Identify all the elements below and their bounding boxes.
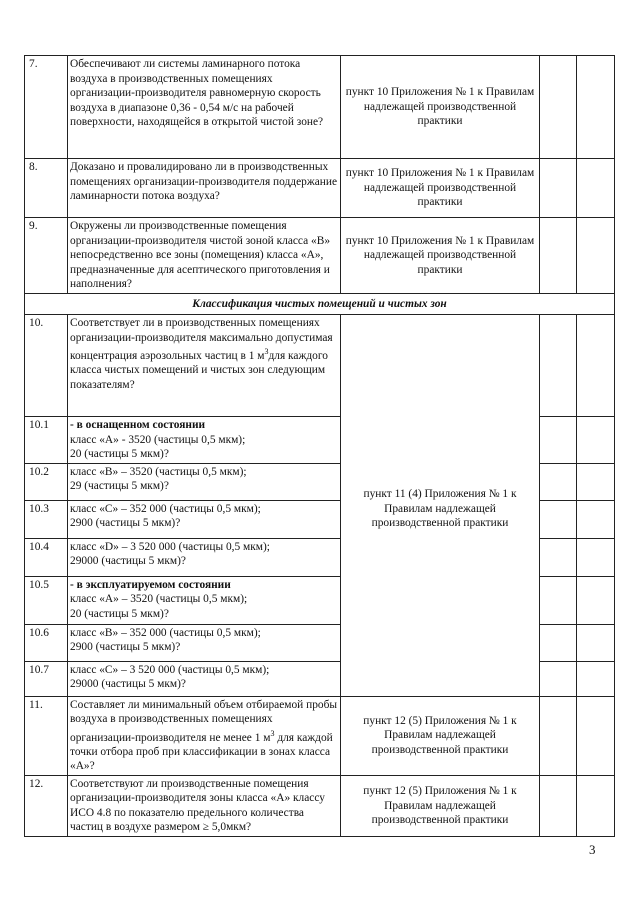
page-number: 3 xyxy=(589,842,596,857)
row-number: 10.1 xyxy=(25,417,68,464)
question-text: класс «С» – 352 000 (частицы 0,5 мкм); 2900 (частицы 5 мкм)? xyxy=(68,500,341,538)
answer-cell[interactable] xyxy=(540,463,577,500)
legal-reference: пункт 11 (4) Приложения № 1 к Правилам надлежащей производственной практики xyxy=(341,315,540,697)
answer-cell[interactable] xyxy=(540,56,577,159)
answer-cell[interactable] xyxy=(540,218,577,294)
answer-cell[interactable] xyxy=(540,159,577,218)
note-cell[interactable] xyxy=(577,159,615,218)
question-text: - в оснащенном состоянии класс «А» - 3520 (частицы 0,5 мкм); 20 (частицы 5 мкм)? xyxy=(68,417,341,464)
section-row xyxy=(25,293,615,315)
answer-cell[interactable] xyxy=(540,315,577,417)
answer-cell[interactable] xyxy=(540,661,577,696)
row-number: 10.5 xyxy=(25,576,68,624)
answer-cell[interactable] xyxy=(540,696,577,775)
row-number: 10.3 xyxy=(25,500,68,538)
table-row xyxy=(25,775,615,836)
row-number: 10. xyxy=(25,315,68,417)
question-text: Соответствуют ли производственные помещения организации-производителя зоны класса «А» классу ИСО 4.8 по показателю предельного количества частиц в воздухе размером ≥ 5,0мкм? xyxy=(68,775,341,836)
question-text: класс «В» – 352 000 (частицы 0,5 мкм); 2900 (частицы 5 мкм)? xyxy=(68,624,341,661)
row-number: 10.2 xyxy=(25,463,68,500)
question-text: Обеспечивают ли системы ламинарного потока воздуха в производственных помещениях организации-производителя равномерную скорость воздуха в диапазоне 0,36 - 0,54 м/с на рабочей поверхности, находящейся в открытой чистой зоне? xyxy=(68,56,341,159)
answer-cell[interactable] xyxy=(540,538,577,576)
note-cell[interactable] xyxy=(577,500,615,538)
table-row xyxy=(25,218,615,294)
answer-cell[interactable] xyxy=(540,775,577,836)
legal-reference: пункт 10 Приложения № 1 к Правилам надлежащей производственной практики xyxy=(341,56,540,159)
note-cell[interactable] xyxy=(577,56,615,159)
note-cell[interactable] xyxy=(577,576,615,624)
answer-cell[interactable] xyxy=(540,576,577,624)
legal-reference: пункт 10 Приложения № 1 к Правилам надлежащей производственной практики xyxy=(341,218,540,294)
answer-cell[interactable] xyxy=(540,417,577,464)
legal-reference: пункт 12 (5) Приложения № 1 к Правилам надлежащей производственной практики xyxy=(341,696,540,775)
table-row xyxy=(25,159,615,218)
table-row xyxy=(25,696,615,775)
question-text: Соответствует ли в производственных помещениях организации-производителя максимально допустимая концентрация аэрозольных частиц в 1 $м^3для$ каждого класса чистых помещений и чистых зон следующим показателям? xyxy=(68,315,341,417)
row-number: 12. xyxy=(25,775,68,836)
row-number: 10.6 xyxy=(25,624,68,661)
row-number: 10.4 xyxy=(25,538,68,576)
legal-reference: пункт 12 (5) Приложения № 1 к Правилам надлежащей производственной практики xyxy=(341,775,540,836)
question-text: Доказано и провалидировано ли в производственных помещениях организации-производителя поддержание ламинарности потока воздуха? xyxy=(68,159,341,218)
note-cell[interactable] xyxy=(577,775,615,836)
question-text: Окружены ли производственные помещения организации-производителя чистой зоной класса «В» непосредственно все зоны (помещения) класса «А», предназначенные для асептического приготовления и наполнения? xyxy=(68,218,341,294)
answer-cell[interactable] xyxy=(540,500,577,538)
note-cell[interactable] xyxy=(577,417,615,464)
row-number: 7. xyxy=(25,56,68,159)
row-number: 8. xyxy=(25,159,68,218)
note-cell[interactable] xyxy=(577,624,615,661)
table-row xyxy=(25,56,615,159)
note-cell[interactable] xyxy=(577,315,615,417)
question-text: - в эксплуатируемом состоянии класс «А» – 3520 (частицы 0,5 мкм); 20 (частицы 5 мкм)? xyxy=(68,576,341,624)
question-text: класс «D» – 3 520 000 (частицы 0,5 мкм); 29000 (частицы 5 мкм)? xyxy=(68,538,341,576)
section-title: Классификация чистых помещений и чистых зон xyxy=(25,293,615,315)
note-cell[interactable] xyxy=(577,661,615,696)
note-cell[interactable] xyxy=(577,463,615,500)
table-row xyxy=(25,315,615,417)
note-cell[interactable] xyxy=(577,218,615,294)
row-number: 9. xyxy=(25,218,68,294)
question-text: Составляет ли минимальный объем отбираемой пробы воздуха в производственных помещениях организации-производителя не менее 1 $м^3$ для каждой точки отбора проб при классификации в зонах класса «А»? xyxy=(68,696,341,775)
note-cell[interactable] xyxy=(577,696,615,775)
note-cell[interactable] xyxy=(577,538,615,576)
checklist-table xyxy=(24,55,615,837)
answer-cell[interactable] xyxy=(540,624,577,661)
legal-reference: пункт 10 Приложения № 1 к Правилам надлежащей производственной практики xyxy=(341,159,540,218)
question-text: класс «В» – 3520 (частицы 0,5 мкм); 29 (частицы 5 мкм)? xyxy=(68,463,341,500)
question-text: класс «С» – 3 520 000 (частицы 0,5 мкм); 29000 (частицы 5 мкм)? xyxy=(68,661,341,696)
row-number: 11. xyxy=(25,696,68,775)
row-number: 10.7 xyxy=(25,661,68,696)
